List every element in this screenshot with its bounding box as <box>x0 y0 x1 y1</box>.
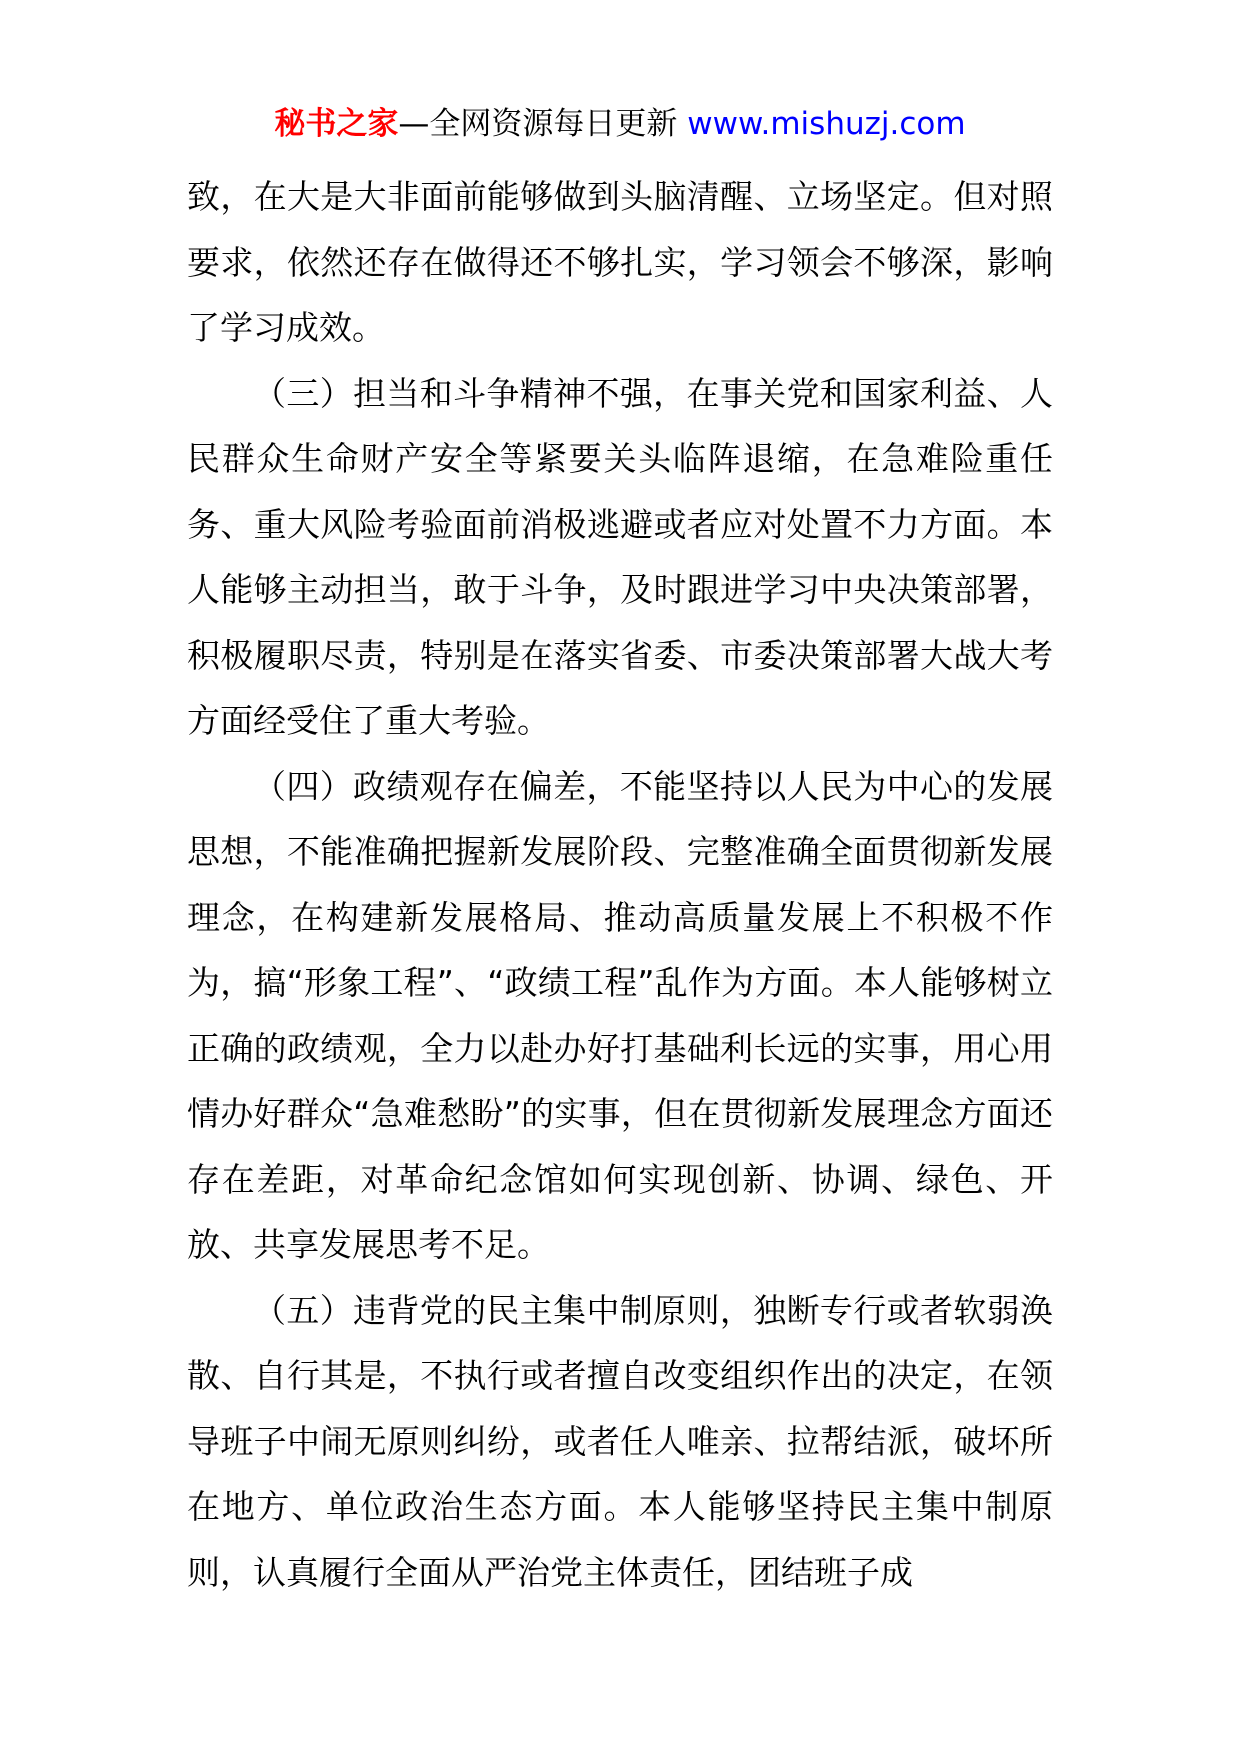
paragraph-continuation: 致，在大是大非面前能够做到头脑清醒、立场坚定。但对照要求，依然还存在做得还不够扎实，学习领会不够深，影响了学习成效。 <box>187 177 1053 347</box>
website-link[interactable]: www.mishuzj.com <box>687 106 966 142</box>
document-body <box>187 164 1053 1605</box>
paragraph-item-5: （五）违背党的民主集中制原则，独断专行或者软弱涣散、自行其是，不执行或者擅自改变组织作出的决定，在领导班子中闹无原则纠纷，或者任人唯亲、拉帮结派，破坏所在地方、单位政治生态方面。本人能够坚持民主集中制原则，认真履行全面从严治党主体责任，团结班子成 <box>187 1290 1053 1592</box>
brand-name: 秘书之家 <box>274 106 399 142</box>
paragraph-item-4: （四）政绩观存在偏差，不能坚持以人民为中心的发展思想，不能准确把握新发展阶段、完整准确全面贯彻新发展理念，在构建新发展格局、推动高质量发展上不积极不作为，搞“形象工程”、“政绩工程”乱作为方面。本人能够树立正确的政绩观，全力以赴办好打基础利长远的实事，用心用情办好群众“急难愁盼”的实事，但在贯彻新发展理念方面还存在差距，对革命纪念馆如何实现创新、协调、绿色、开放、共享发展思考不足。 <box>187 766 1053 1264</box>
page-header <box>0 100 1240 148</box>
header-tagline: —全网资源每日更新 <box>398 106 688 142</box>
paragraph-item-3: （三）担当和斗争精神不强，在事关党和国家利益、人民群众生命财产安全等紧要关头临阵退缩，在急难险重任务、重大风险考验面前消极逃避或者应对处置不力方面。本人能够主动担当，敢于斗争，及时跟进学习中央决策部署，积极履职尽责，特别是在落实省委、市委决策部署大战大考方面经受住了重大考验。 <box>187 373 1053 740</box>
